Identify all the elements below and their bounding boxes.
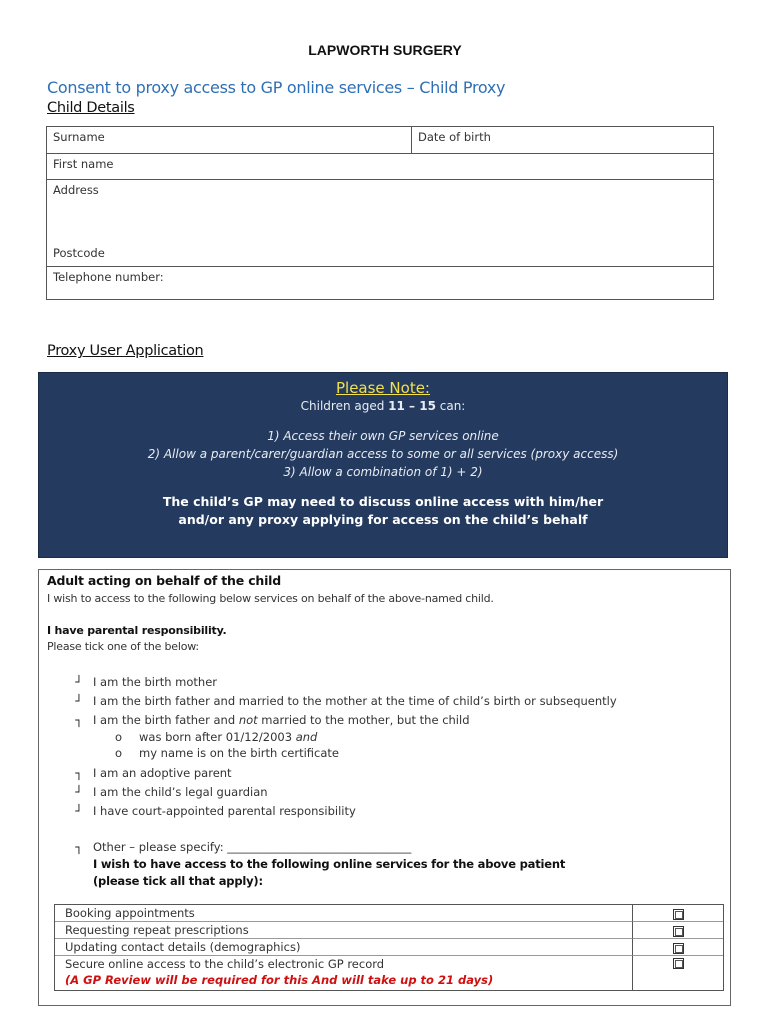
service-label: Updating contact details (demographics) — [55, 939, 633, 956]
service-label: Secure online access to the child’s electronic GP record — [65, 957, 385, 971]
note-title: Please Note: — [335, 379, 430, 397]
services-subheading: (please tick all that apply): — [93, 874, 263, 888]
child-details-heading: Child Details — [47, 100, 135, 116]
option-label: I am the child’s legal guardian — [93, 785, 268, 799]
option-label: I have court-appointed parental responsibility — [93, 804, 356, 818]
surgery-name: LAPWORTH SURGERY — [308, 42, 462, 58]
option3-pre: I am the birth father and — [93, 713, 239, 727]
corner-tick-icon[interactable]: ┘ — [75, 804, 83, 818]
adult-title: Adult acting on behalf of the child — [47, 573, 282, 588]
option-birth-mother[interactable] — [73, 675, 217, 689]
postcode-label: Postcode — [53, 246, 105, 260]
option-court-appointed[interactable] — [73, 804, 356, 818]
option-label: I am the birth mother — [93, 675, 217, 689]
first-name-label: First name — [53, 157, 114, 171]
note-intro-pre: Children aged — [300, 399, 389, 413]
proxy-heading: Proxy User Application — [47, 343, 204, 359]
service-row — [55, 939, 723, 956]
service-row — [55, 922, 723, 939]
service-row — [55, 956, 723, 990]
checkbox-icon[interactable] — [673, 943, 684, 954]
parental-responsibility: I have parental responsibility. — [47, 624, 227, 637]
note-gp-line: The child’s GP may need to discuss online access with him/her — [162, 494, 604, 509]
child-details-table — [46, 126, 714, 300]
corner-tick-icon[interactable]: ┐ — [75, 713, 83, 727]
option-birth-father-married[interactable] — [73, 694, 617, 708]
note-item: 2) Allow a parent/carer/guardian access to some or all services (proxy access) — [147, 447, 619, 461]
please-note-box — [38, 372, 728, 558]
service-row — [55, 905, 723, 922]
note-intro — [39, 399, 727, 413]
corner-tick-icon[interactable]: ┐ — [75, 840, 83, 854]
option-label — [93, 713, 470, 727]
option-label: Other – please specify: ________________________________ — [93, 840, 412, 854]
sub-option-birth-certificate — [115, 746, 339, 760]
sub1-text: was born after 01/12/2003 — [139, 730, 296, 744]
note-list — [39, 427, 727, 481]
bullet: o — [115, 730, 123, 744]
address-label: Address — [53, 183, 99, 197]
option3-tail: married to the mother, but the child — [257, 713, 470, 727]
telephone-label: Telephone number: — [53, 270, 164, 284]
dob-field[interactable] — [412, 127, 497, 153]
checkbox-icon[interactable] — [673, 909, 684, 920]
sub2-text: my name is on the birth certificate — [139, 746, 339, 760]
sub1-and: and — [295, 730, 318, 744]
note-age-range: 11 – 15 — [388, 399, 436, 413]
option-label: I am the birth father and married to the mother at the time of child’s birth or subsequently — [93, 694, 617, 708]
note-intro-post: can: — [435, 399, 466, 413]
corner-tick-icon[interactable]: ┐ — [75, 766, 83, 780]
tick-instruction: Please tick one of the below: — [47, 640, 199, 653]
address-field[interactable] — [47, 180, 713, 267]
service-label-gp-record — [55, 956, 633, 990]
note-item: 3) Allow a combination of 1) + 2) — [283, 465, 483, 479]
checkbox-icon[interactable] — [673, 926, 684, 937]
dob-label: Date of birth — [418, 130, 491, 144]
service-label: Booking appointments — [55, 905, 633, 922]
surname-field[interactable] — [47, 127, 412, 153]
adult-section — [38, 569, 731, 1006]
checkbox-icon[interactable] — [673, 958, 684, 969]
option-label: I am an adoptive parent — [93, 766, 232, 780]
option-legal-guardian[interactable] — [73, 785, 268, 799]
service-label: Requesting repeat prescriptions — [55, 922, 633, 939]
note-gp-line: and/or any proxy applying for access on the child’s behalf — [178, 512, 588, 527]
gp-review-warning: (A GP Review will be required for this And will take up to 21 days) — [65, 973, 494, 987]
services-heading: I wish to have access to the following online services for the above patient — [93, 857, 566, 871]
note-gp-warning — [39, 493, 727, 529]
first-name-field[interactable] — [47, 154, 119, 179]
option3-not: not — [238, 713, 258, 727]
telephone-field[interactable] — [47, 267, 170, 299]
form-title: Consent to proxy access to GP online services – Child Proxy — [47, 78, 506, 97]
surname-label: Surname — [53, 130, 105, 144]
corner-tick-icon[interactable]: ┘ — [75, 785, 83, 799]
adult-intro: I wish to access to the following below services on behalf of the above-named child. — [47, 592, 494, 605]
services-table — [54, 904, 724, 991]
bullet: o — [115, 746, 123, 760]
option-birth-father-not-married[interactable] — [73, 713, 470, 727]
corner-tick-icon[interactable]: ┘ — [75, 694, 83, 708]
option-adoptive-parent[interactable] — [73, 766, 232, 780]
note-item: 1) Access their own GP services online — [267, 429, 499, 443]
sub-option-born-after — [115, 730, 317, 744]
option-other[interactable] — [73, 840, 411, 854]
corner-tick-icon[interactable]: ┘ — [75, 675, 83, 689]
